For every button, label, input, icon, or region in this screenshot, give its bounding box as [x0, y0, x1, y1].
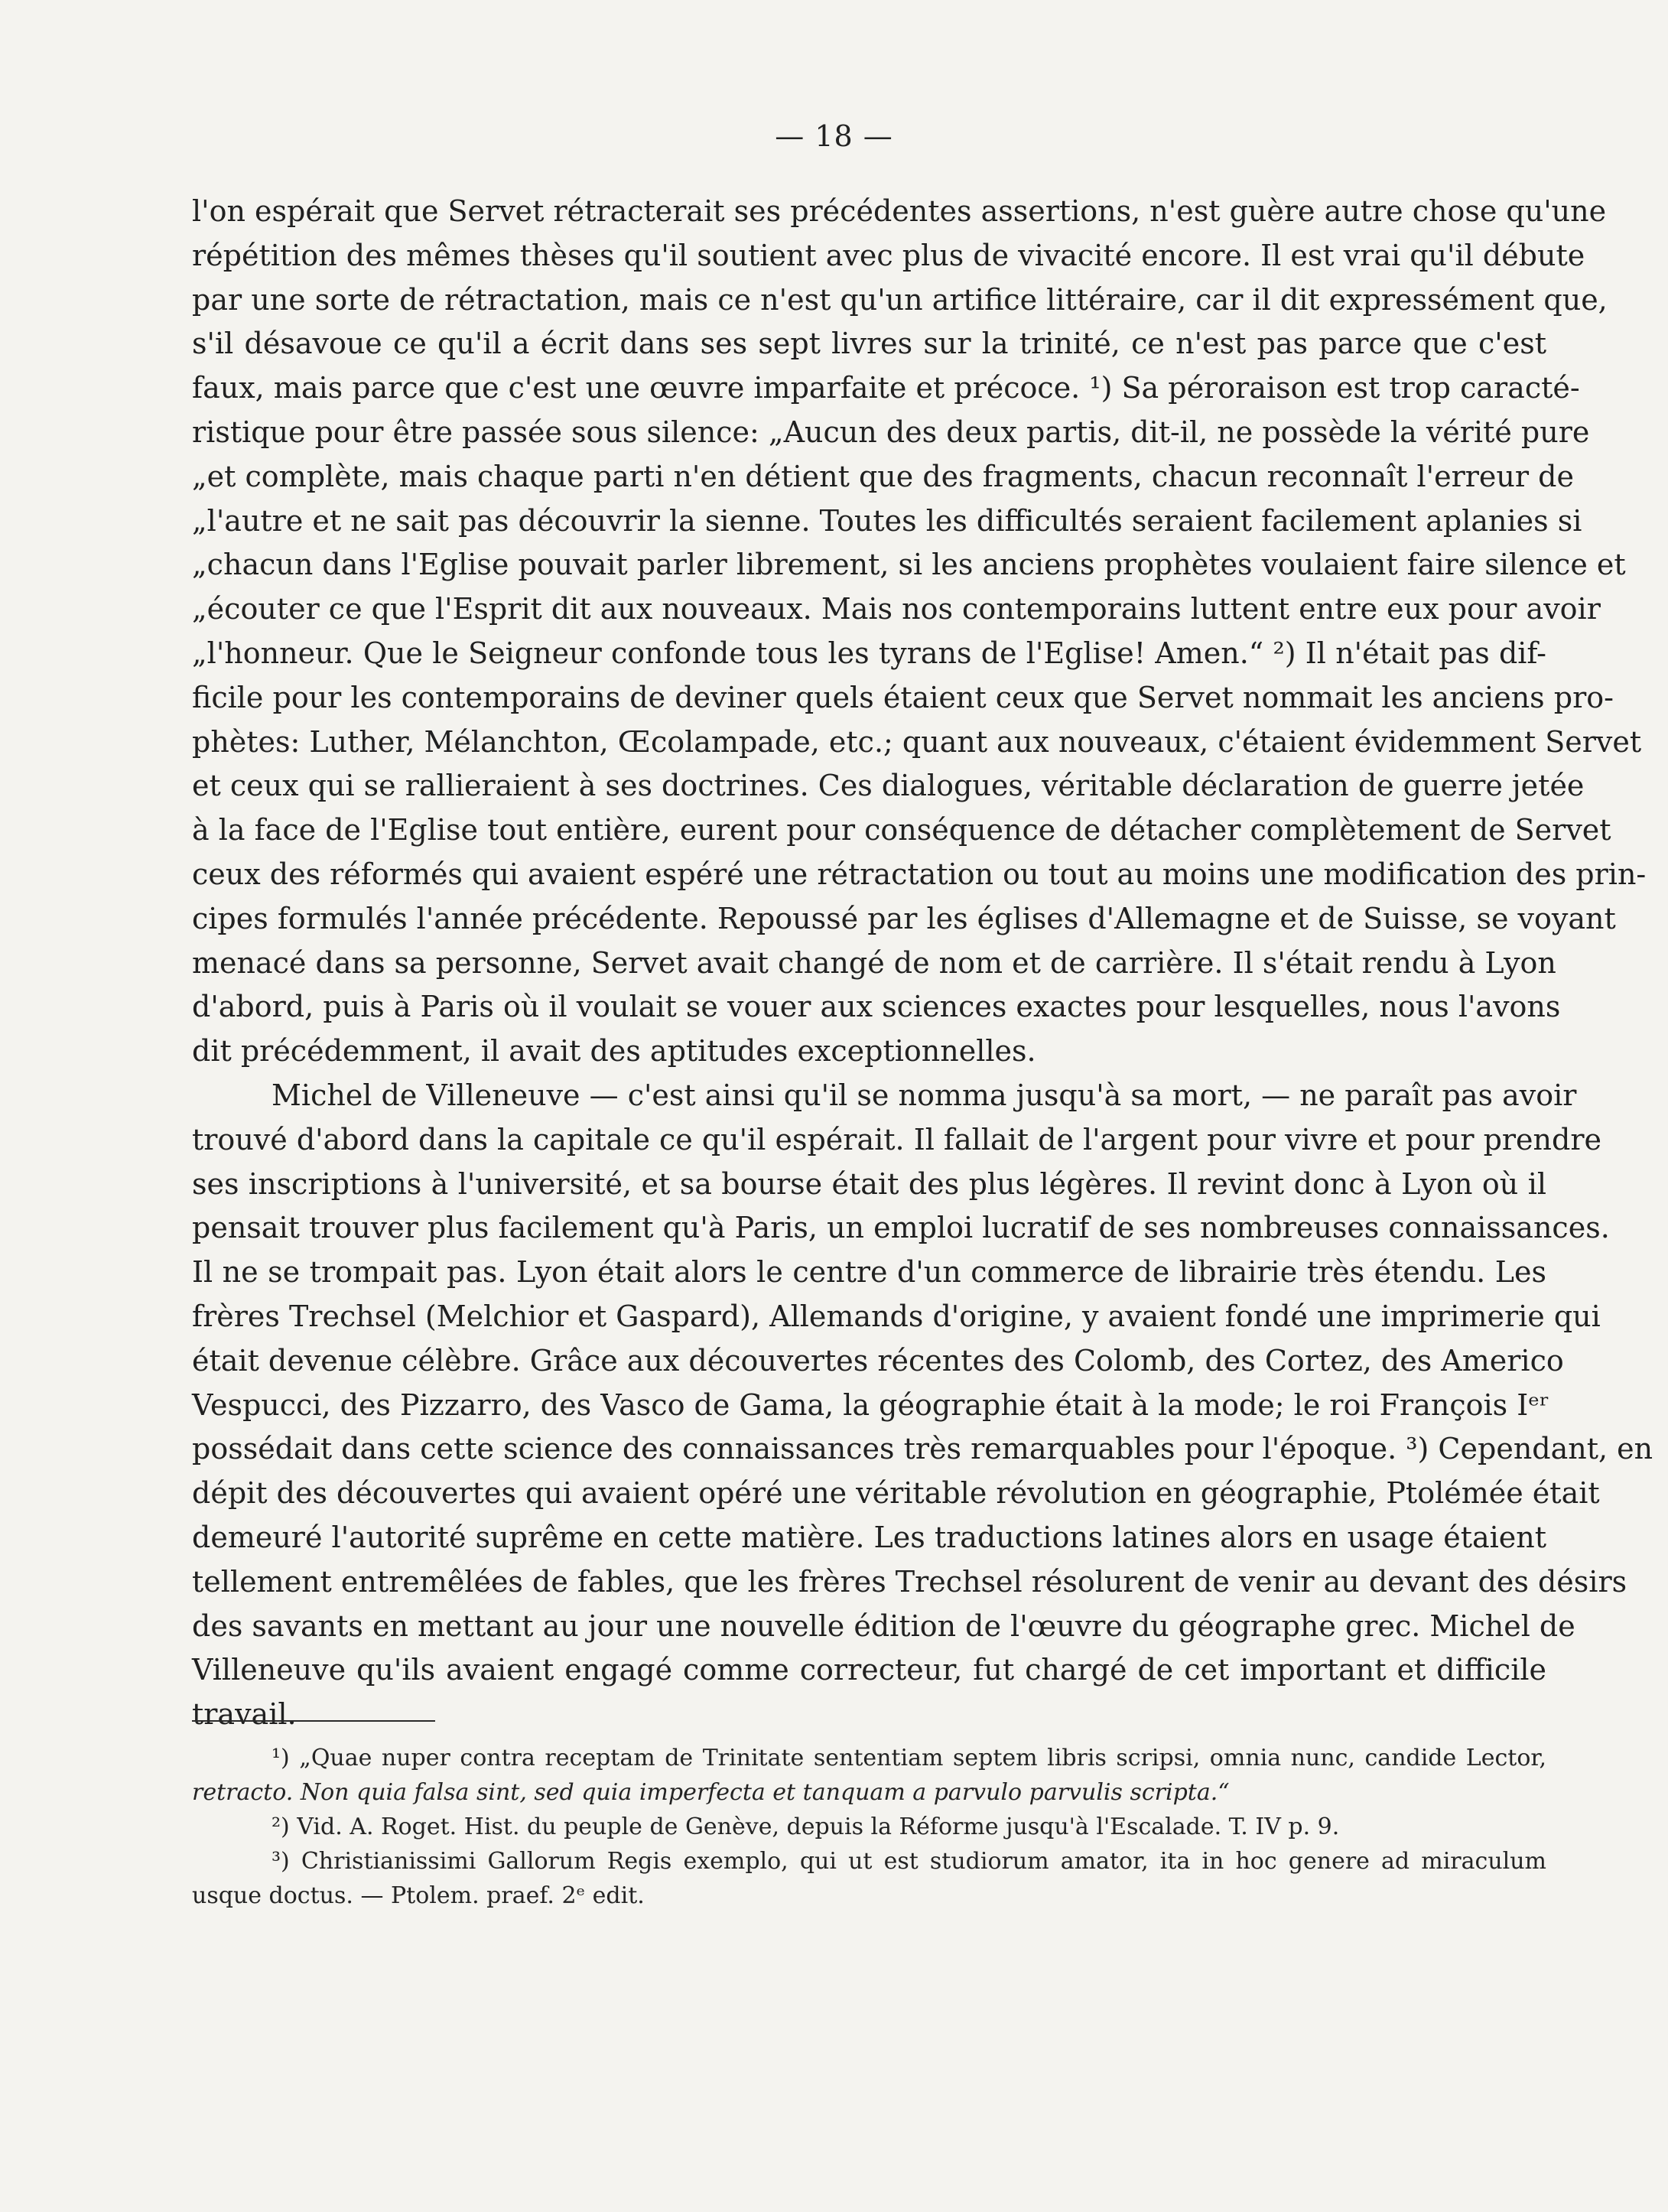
body-line: travail. — [192, 1697, 297, 1732]
body-line: l'on espérait que Servet rétracterait ses précédentes assertions, n'est guère autre chose qu'une — [192, 194, 1607, 228]
body-line: dit précédemment, il avait des aptitudes exceptionnelles. — [192, 1034, 1036, 1069]
footnote-line: retracto. Non quia falsa sint, sed quia imperfecta et tanquam a parvulo parvulis scripta.“ — [192, 1779, 1230, 1806]
body-line: Il ne se trompait pas. Lyon était alors le centre d'un commerce de librairie très étendu. Les — [192, 1255, 1546, 1290]
footnote-line: ²) Vid. A. Roget. Hist. du peuple de Genève, depuis la Réforme jusqu'à l'Escalade. T. IV p. 9. — [271, 1814, 1340, 1840]
body-line: s'il désavoue ce qu'il a écrit dans ses sept livres sur la trinité, ce n'est pas parce que c'est — [192, 327, 1546, 361]
body-line: Villeneuve qu'ils avaient engagé comme correcteur, fut chargé de cet important et difficile — [192, 1653, 1546, 1687]
body-line: à la face de l'Eglise tout entière, eurent pour conséquence de détacher complètement de Servet — [192, 813, 1611, 847]
footnote-line: usque doctus. — Ptolem. praef. 2ᵉ edit. — [192, 1882, 645, 1909]
body-line: faux, mais parce que c'est une œuvre imparfaite et précoce. ¹) Sa péroraison est trop caracté- — [192, 371, 1580, 405]
body-line: „chacun dans l'Eglise pouvait parler librement, si les anciens prophètes voulaient faire silence et — [192, 548, 1626, 582]
body-line: ceux des réformés qui avaient espéré une rétractation ou tout au moins une modification des prin- — [192, 857, 1647, 891]
body-line: Michel de Villeneuve — c'est ainsi qu'il se nomma jusqu'à sa mort, — ne paraît pas avoir — [271, 1078, 1577, 1112]
body-line: frères Trechsel (Melchior et Gaspard), Allemands d'origine, y avaient fondé une imprimerie qui — [192, 1299, 1601, 1333]
body-line: répétition des mêmes thèses qu'il soutient avec plus de vivacité encore. Il est vrai qu'il débute — [192, 238, 1585, 272]
body-line: „l'honneur. Que le Seigneur confonde tous les tyrans de l'Eglise! Amen.“ ²) Il n'était pas dif- — [192, 636, 1546, 670]
body-line: phètes: Luther, Mélanchton, Œcolampade, etc.; quant aux nouveaux, c'étaient évidemment Servet — [192, 724, 1642, 759]
body-line: „l'autre et ne sait pas découvrir la sienne. Toutes les difficultés seraient facilement aplanies si — [192, 503, 1582, 538]
footnotes — [192, 1741, 1546, 1913]
body-line: était devenue célèbre. Grâce aux découvertes récentes des Colomb, des Cortez, des Americo — [192, 1343, 1564, 1378]
body-line: des savants en mettant au jour une nouvelle édition de l'œuvre du géographe grec. Michel de — [192, 1609, 1575, 1643]
body-line: d'abord, puis à Paris où il voulait se vouer aux sciences exactes pour lesquelles, nous l'avons — [192, 990, 1561, 1024]
body-line: pensait trouver plus facilement qu'à Paris, un emploi lucratif de ses nombreuses connaissances. — [192, 1211, 1610, 1245]
body-line: dépit des découvertes qui avaient opéré une véritable révolution en géographie, Ptolémée était — [192, 1476, 1600, 1511]
body-line: ficile pour les contemporains de deviner quels étaient ceux que Servet nommait les anciens pro- — [192, 680, 1614, 714]
body-line: cipes formulés l'année précédente. Repoussé par les églises d'Allemagne et de Suisse, se voyant — [192, 901, 1616, 935]
body-line: Vespucci, des Pizzarro, des Vasco de Gama, la géographie était à la mode; le roi François Iᵉʳ — [192, 1387, 1550, 1422]
body-line: „et complète, mais chaque parti n'en détient que des fragments, chacun reconnaît l'erreur de — [192, 459, 1574, 493]
body-line: ristique pour être passée sous silence: „Aucun des deux partis, dit-il, ne possède la vérité pure — [192, 415, 1590, 449]
body-line: „écouter ce que l'Esprit dit aux nouveaux. Mais nos contemporains luttent entre eux pour avoir — [192, 592, 1601, 626]
body-line: par une sorte de rétractation, mais ce n'est qu'un artifice littéraire, car il dit expressément que, — [192, 282, 1608, 317]
footnote-separator — [192, 1720, 435, 1722]
body-text — [192, 190, 1653, 1737]
body-line: trouvé d'abord dans la capitale ce qu'il espérait. Il fallait de l'argent pour vivre et pour prendre — [192, 1122, 1601, 1156]
body-line: demeuré l'autorité suprême en cette matière. Les traductions latines alors en usage étaient — [192, 1520, 1546, 1554]
body-line: menacé dans sa personne, Servet avait changé de nom et de carrière. Il s'était rendu à Lyon — [192, 945, 1556, 980]
footnote-line: ¹) „Quae nuper contra receptam de Trinitate sententiam septem libris scripsi, omnia nunc, candide Lector, — [271, 1745, 1546, 1771]
body-line: tellement entremêlées de fables, que les frères Trechsel résolurent de venir au devant des désirs — [192, 1564, 1627, 1599]
body-line: possédait dans cette science des connaissances très remarquables pour l'époque. ³) Cependant, en — [192, 1432, 1653, 1466]
body-line: ses inscriptions à l'université, et sa bourse était des plus légères. Il revint donc à Lyon où il — [192, 1166, 1546, 1201]
body-line: et ceux qui se rallieraient à ses doctrines. Ces dialogues, véritable déclaration de guerre jetée — [192, 769, 1585, 803]
footnote-line: ³) Christianissimi Gallorum Regis exemplo, qui ut est studiorum amator, ita in hoc genere ad miraculum — [271, 1848, 1546, 1875]
page-number: — 18 — — [775, 119, 893, 153]
